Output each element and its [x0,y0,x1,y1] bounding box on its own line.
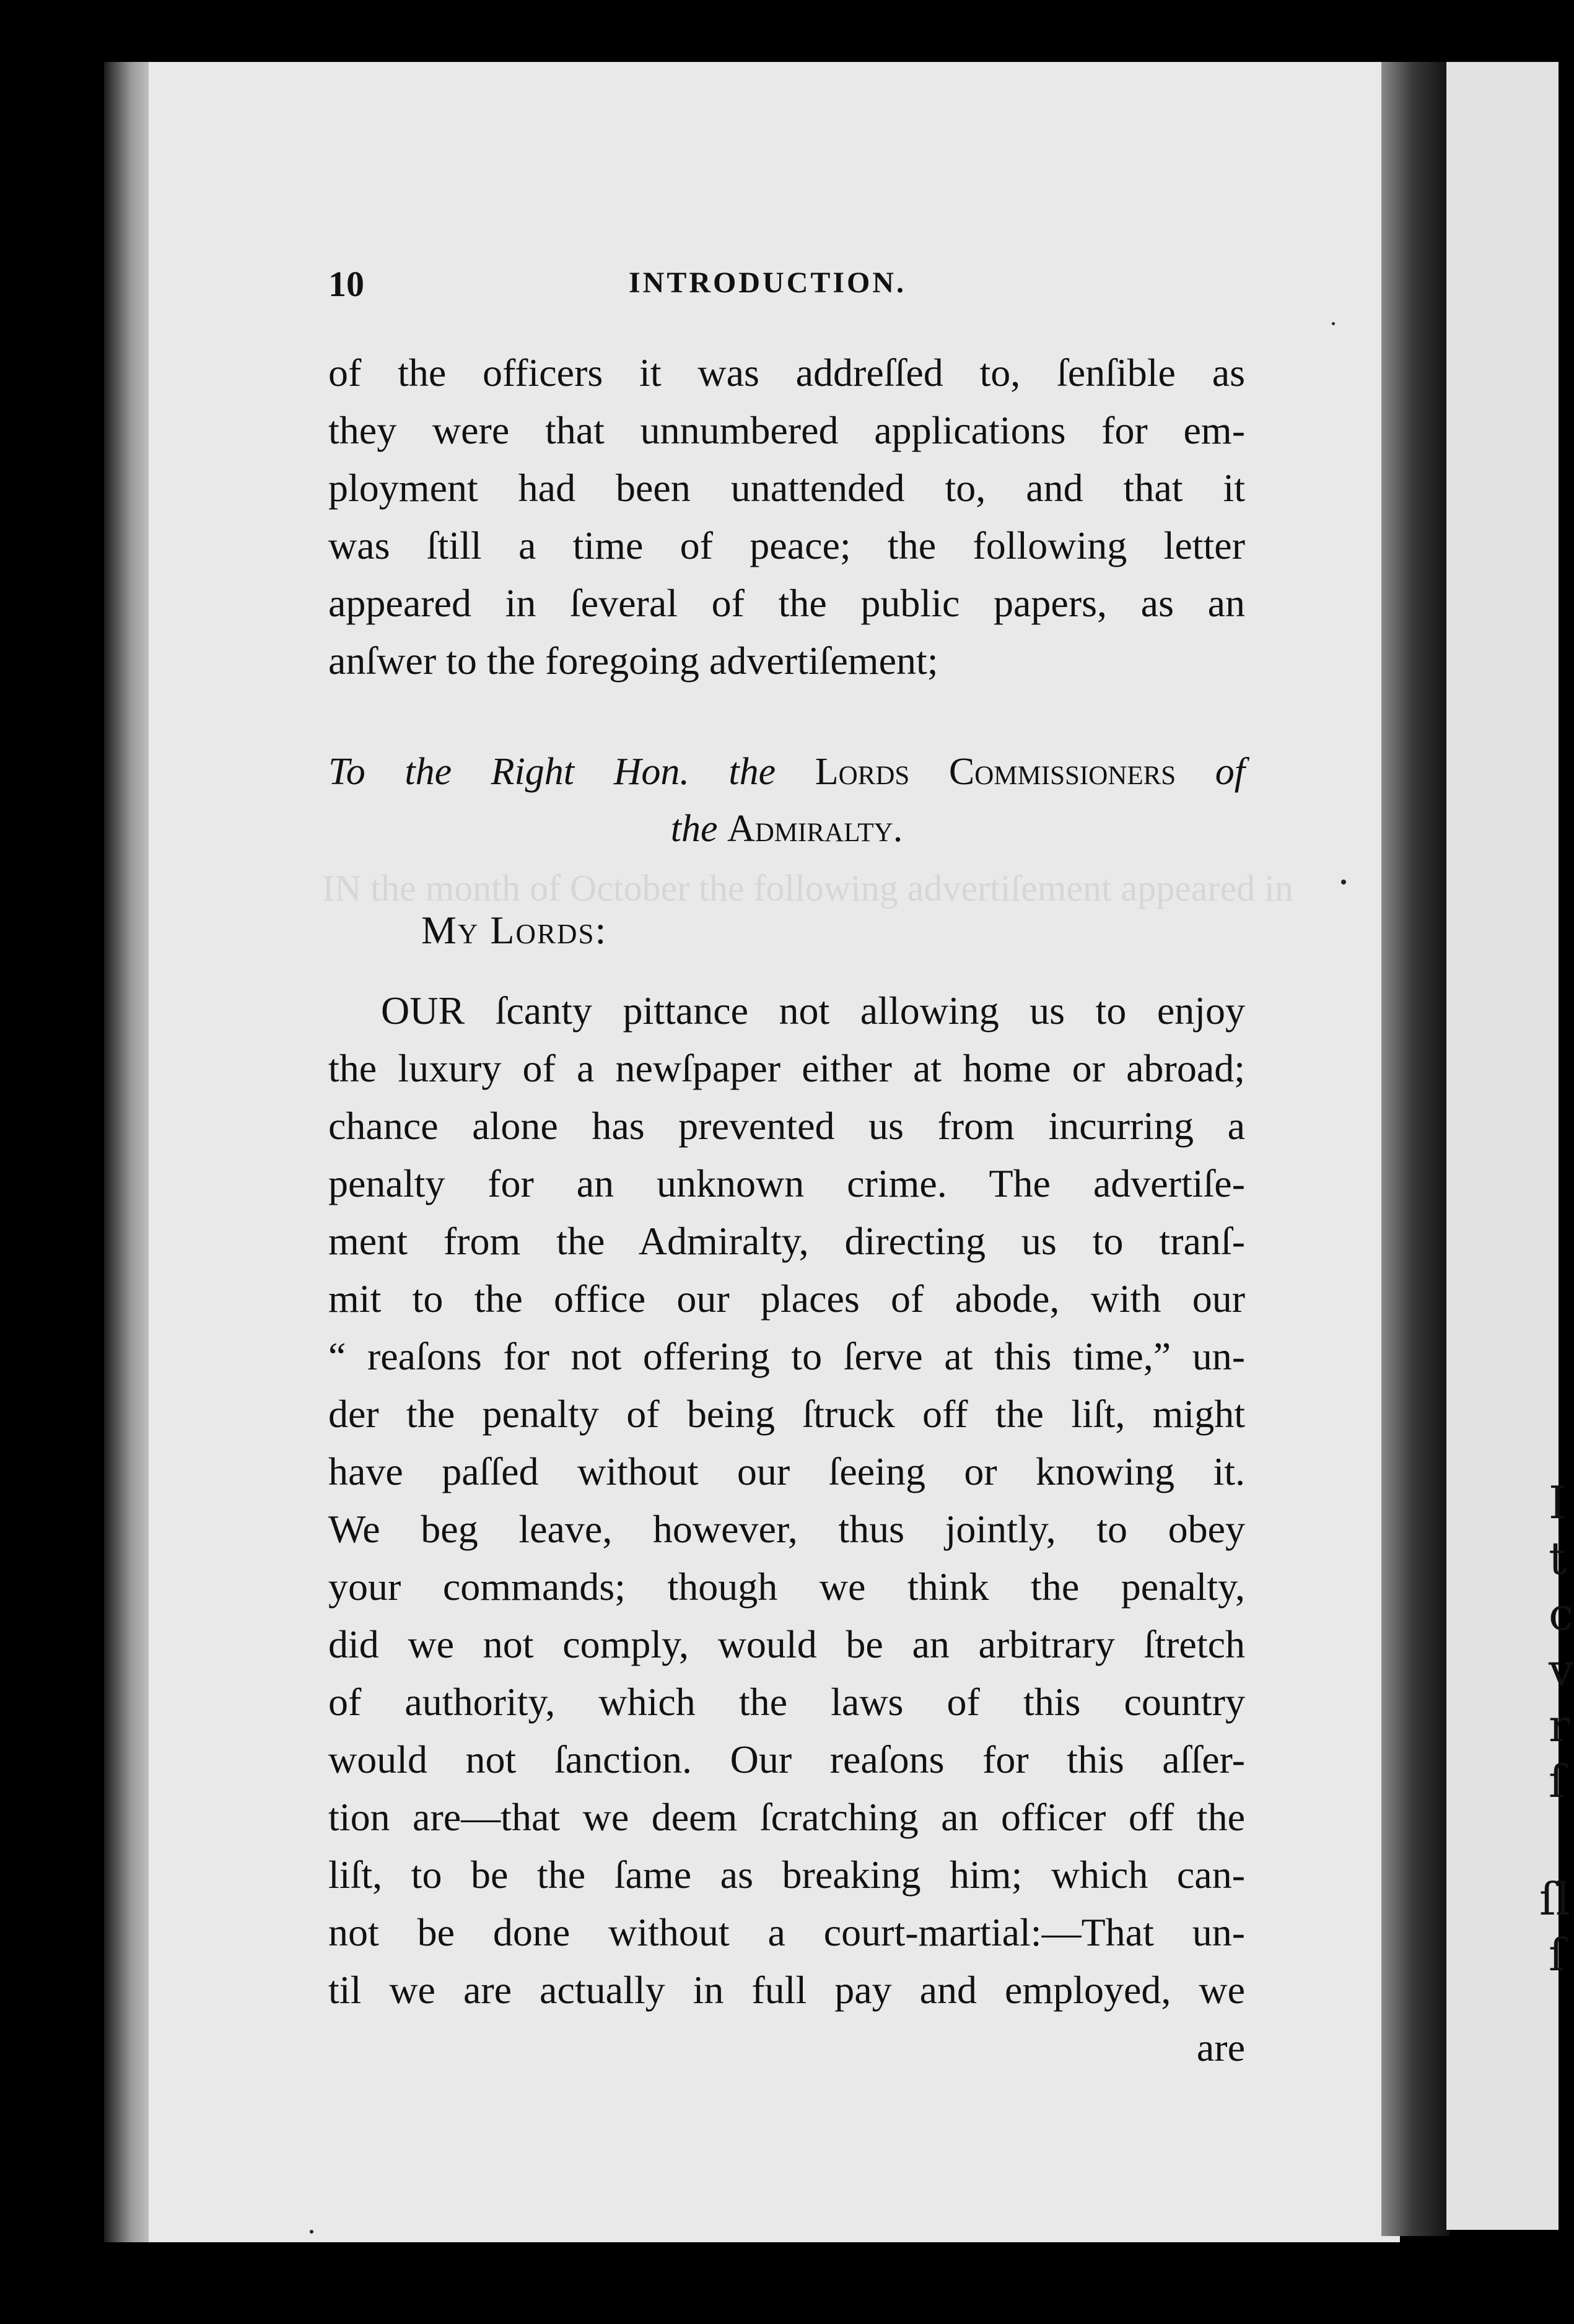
text-line: til we are actually in full pay and employed, we [328,1968,1245,2012]
ink-speck [1332,322,1335,325]
ink-speck [310,2230,313,2234]
adjacent-fragment: ſ [1549,1929,1565,1981]
adjacent-fragment: t [1549,1532,1567,1584]
heading-main: Lords Commissioners [815,751,1176,793]
adjacent-fragment: v [1549,1644,1574,1696]
text-line: they were that unnumbered applications for em- [328,408,1245,452]
text-line: the luxury of a newſpaper either at home or abroad; [328,1046,1245,1090]
text-line: not be done without a court-martial:—That un- [328,1910,1245,1954]
heading-main-2: Admiralty. [727,808,903,850]
running-head: INTRODUCTION. [629,266,907,299]
adjacent-fragment: ſ [1549,1755,1565,1807]
text-line: We beg leave, however, thus jointly, to obey [328,1507,1245,1551]
page-number: 10 [328,264,364,304]
gutter-shadow [1381,62,1449,2236]
text-line: anſwer to the foregoing advertiſement; [328,639,938,683]
heading-line-2 [328,800,1245,857]
paragraph-2 [328,982,1245,2076]
text-line: ment from the Admiralty, directing us to tranſ- [328,1219,1245,1263]
adjacent-page-edge [1446,62,1574,2230]
text-line: der the penalty of being ſtruck off the liſt, might [328,1392,1245,1436]
text-line: appeared in ſeveral of the public papers, as an [328,581,1245,625]
text-line: ployment had been unattended to, and that it [328,466,1245,510]
text-line: mit to the office our places of abode, with our [328,1277,1245,1321]
text-line: did we not comply, would be an arbitrary ſtretch [328,1622,1245,1666]
text-line: of authority, which the laws of this country [328,1680,1245,1724]
text-line: tion are—that we deem ſcratching an officer off the [328,1795,1245,1839]
salutation: My Lords: [421,908,608,952]
heading-prefix-2: the [670,808,718,850]
text-line: “ reaſons for not offering to ſerve at this time,” un- [328,1334,1245,1378]
book-binding-edge [104,62,154,2242]
heading-line-1 [328,743,1245,800]
adjacent-fragment: r [1549,1700,1570,1752]
text-line: penalty for an unknown crime. The advertiſe- [328,1161,1245,1205]
text-line: your commands; though we think the penalty, [328,1565,1245,1609]
show-through-text: IN the month of October the following advertiſement appeared in [322,868,1293,909]
text-line: was ſtill a time of peace; the following letter [328,523,1245,567]
text-line: would not ſanction. Our reaſons for this aſſer- [328,1737,1245,1781]
paragraph-1 [328,344,1245,689]
ink-speck [1341,880,1346,885]
text-line: chance alone has prevented us from incurring a [328,1104,1245,1148]
text-line: have paſſed without our ſeeing or knowing it. [328,1449,1245,1493]
letter-heading [328,743,1245,857]
heading-suffix: of [1215,751,1245,793]
text-line: liſt, to be the ſame as breaking him; which can- [328,1853,1245,1897]
catchword: are [1196,2025,1245,2069]
page-header [328,263,1245,319]
heading-prefix: To the Right Hon. the [328,751,776,793]
adjacent-fragment: I [1549,1477,1567,1529]
adjacent-fragment: ſl [1539,1873,1570,1925]
adjacent-fragment: c [1549,1588,1574,1640]
text-line: of the officers it was addreſſed to, ſenſible as [328,351,1245,395]
text-line: OUR ſcanty pittance not allowing us to enjoy [381,989,1245,1033]
